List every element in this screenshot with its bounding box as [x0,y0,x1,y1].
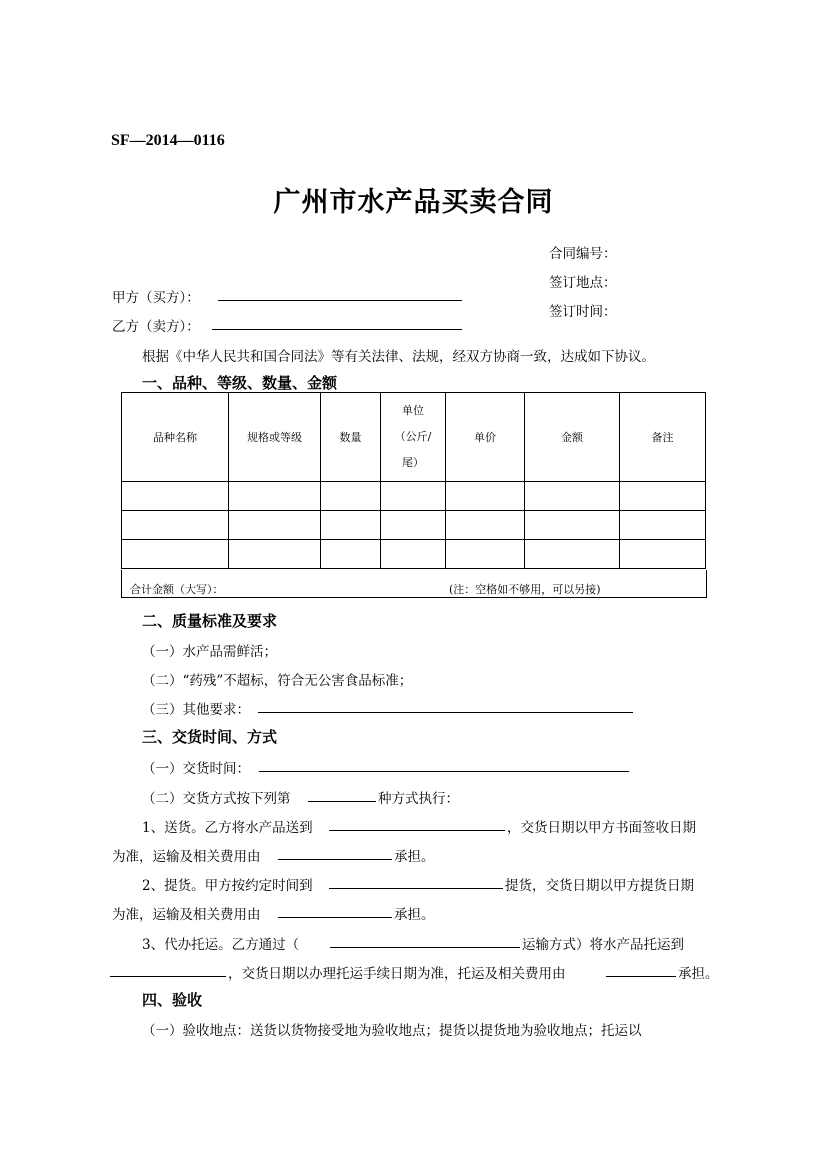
total-amount-row[interactable] [121,570,707,598]
preamble: 根据《中华人民共和国合同法》等有关法律、法规，经双方协商一致，达成如下协议。 [142,349,655,365]
unit-line-1: 单位 [402,404,424,417]
method-1-line2-pre: 为准，运输及相关费用由 [112,849,261,865]
section-3-heading: 三、交货时间、方式 [142,728,278,746]
other-requirements-field[interactable] [258,698,633,713]
table-row [122,482,706,511]
unit-line-2: （公斤/ [394,430,432,443]
table-cell[interactable] [381,482,446,511]
table-cell[interactable] [525,482,620,511]
method-2-cost-bearer-field[interactable] [278,903,392,918]
table-cell[interactable] [122,511,229,540]
table-cell[interactable] [446,540,525,569]
table-cell[interactable] [122,540,229,569]
section-1-heading: 一、品种、等级、数量、金额 [142,374,338,392]
col-header-unit [381,393,446,482]
method-1-line2-post: 承担。 [394,849,435,865]
sign-place-label: 签订地点： [549,275,617,291]
party-b-label: 乙方（卖方）： [112,319,200,335]
sign-time-label: 签订时间： [549,304,617,320]
method-3-line2-post: 承担。 [678,966,719,982]
quality-item-2: （二）“药残”不超标，符合无公害食品标准； [142,673,413,689]
unit-line-3: 尾） [402,456,424,469]
method-2-line2-pre: 为准，运输及相关费用由 [112,907,261,923]
delivery-method-post: 种方式执行： [378,791,459,807]
table-note: (注：空格如不够用，可以另接) [449,583,601,596]
method-3-line2-mid: ，交货日期以办理托运手续日期为准，托运及相关费用由 [228,966,566,982]
table-cell[interactable] [525,540,620,569]
table-cell[interactable] [122,482,229,511]
table-cell[interactable] [229,511,321,540]
table-cell[interactable] [321,482,381,511]
col-header-name: 品种名称 [122,393,229,482]
method-2-line2-post: 承担。 [394,907,435,923]
table-row [122,540,706,569]
table-cell[interactable] [620,540,706,569]
party-a-label: 甲方（买方）： [112,290,200,306]
col-header-unit-price: 单价 [446,393,525,482]
method-1-cost-bearer-field[interactable] [278,845,392,860]
method-1-post: ，交货日期以甲方书面签收日期 [507,820,696,836]
table-cell[interactable] [446,511,525,540]
party-a-field[interactable] [218,286,462,301]
contract-number-label: 合同编号： [549,246,617,262]
table-cell[interactable] [321,540,381,569]
delivery-time-field[interactable] [259,757,629,772]
quality-item-3: （三）其他要求： [142,702,250,718]
table-cell[interactable] [620,482,706,511]
col-header-amount: 金额 [525,393,620,482]
party-b-field[interactable] [212,315,462,330]
col-header-grade: 规格或等级 [229,393,321,482]
col-header-quantity: 数量 [321,393,381,482]
delivery-method-pre: （二）交货方式按下列第 [142,791,291,807]
table-cell[interactable] [525,511,620,540]
table-cell[interactable] [620,511,706,540]
method-3-post: 运输方式）将水产品托运到 [522,937,684,953]
goods-table [121,392,706,569]
inspection-place-item: （一）验收地点：送货以货物接受地为验收地点；提货以提货地为验收地点；托运以 [142,1023,642,1039]
table-row [122,511,706,540]
delivery-time-label: （一）交货时间： [142,761,250,777]
consignment-destination-field[interactable] [110,962,226,977]
table-cell[interactable] [446,482,525,511]
table-cell[interactable] [229,482,321,511]
table-cell[interactable] [321,511,381,540]
pickup-location-field[interactable] [329,874,503,889]
table-cell[interactable] [381,540,446,569]
delivery-method-number-field[interactable] [308,787,376,802]
method-3-pre: 3、代办托运。乙方通过（ [142,937,300,953]
method-3-cost-bearer-field[interactable] [606,962,676,977]
col-header-remark: 备注 [620,393,706,482]
method-1-pre: 1、送货。乙方将水产品送到 [142,820,313,836]
section-4-heading: 四、验收 [142,991,203,1009]
total-amount-label: 合计金额（大写）： [130,583,224,596]
method-2-pre: 2、提货。甲方按约定时间到 [142,878,313,894]
transport-mode-field[interactable] [330,933,520,948]
table-cell[interactable] [229,540,321,569]
document-code: SF—2014—0116 [111,132,225,149]
quality-item-1: （一）水产品需鲜活； [142,644,277,660]
page-title: 广州市水产品买卖合同 [273,187,554,218]
section-2-heading: 二、质量标准及要求 [142,612,278,630]
delivery-destination-field[interactable] [329,816,505,831]
table-cell[interactable] [381,511,446,540]
method-2-post: 提货，交货日期以甲方提货日期 [505,878,694,894]
table-header-row [122,393,706,482]
